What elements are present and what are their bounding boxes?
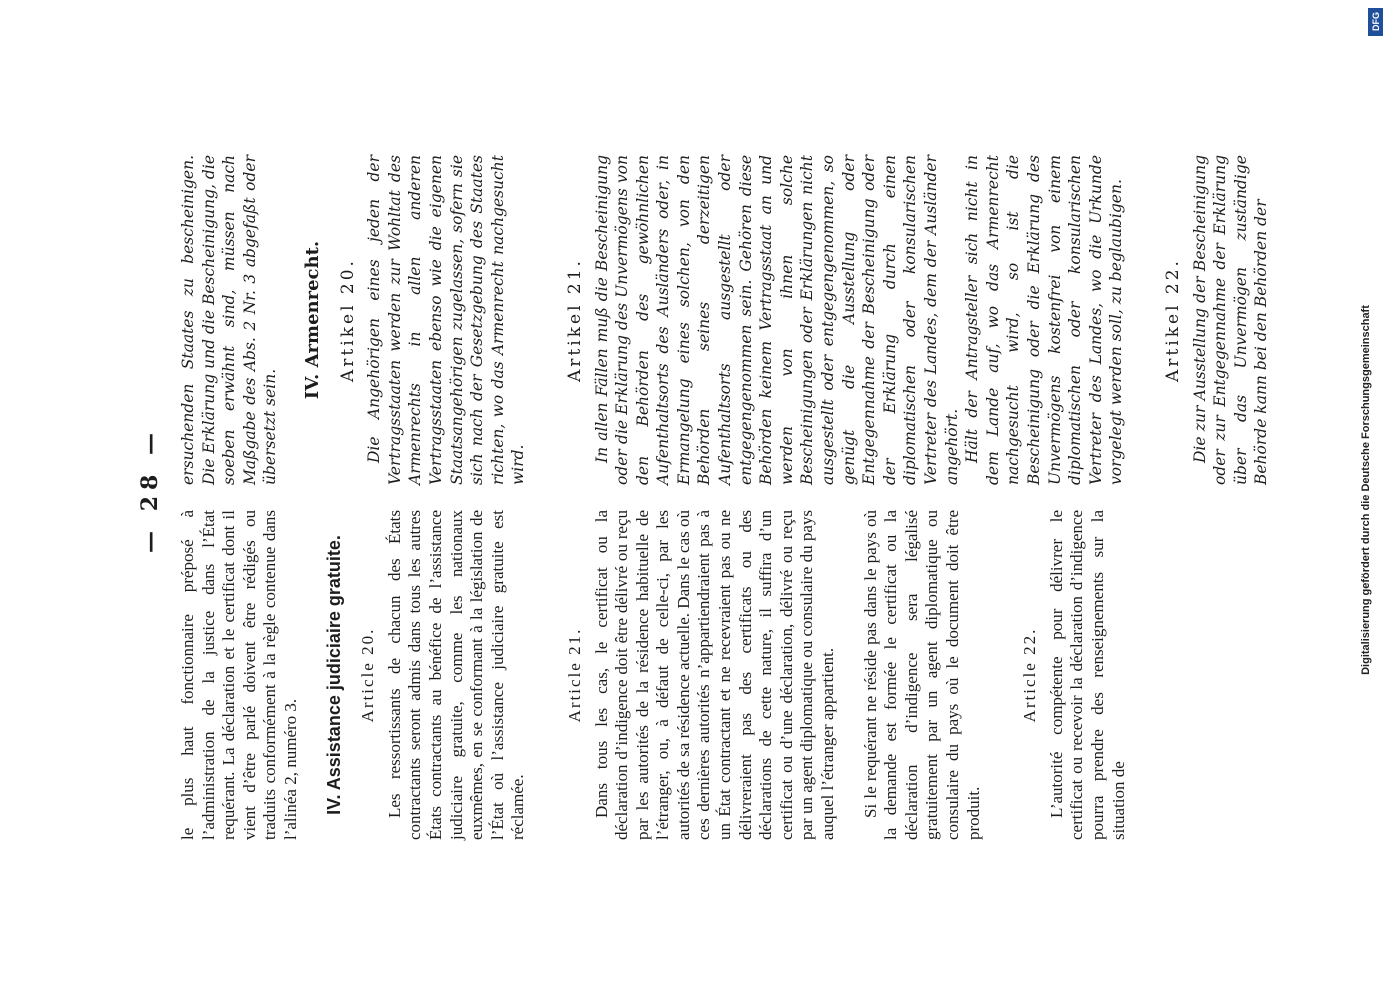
german-article-20-text: Die Angehörigen eines jeden der Vertragsstaaten werden zur Wohltat des Armenrechts in allen anderen Vertragsstaaten ebenso wie die eigenen Staatsangehörigen zugelassen, sofern sie sich nach der Gesetzgebung des Staates richten, wo das Armenrecht nachgesucht wird. bbox=[365, 155, 528, 485]
french-intro: le plus haut fonctionnaire préposé à l’administration de la justice dans l’État requérant. La déclaration et le certificat dont il vient d’être parlé doivent être rédigés ou traduits conformément à la règle contenue dans l’alinéa 2, numéro 3. bbox=[178, 510, 300, 840]
french-section-title: IV. Assistance judiciaire gratuite. bbox=[323, 535, 344, 815]
french-article-21-title: Article 21. bbox=[564, 627, 584, 723]
german-article-22-title: Artikel 22. bbox=[1162, 258, 1183, 382]
french-article-20-text: Les ressortissants de chacun des États contractants seront admis dans tous les autres États contractants au bénéfice de l’assistance judiciaire gratuite, comme les nationaux euxmêmes, en se conformant à la législation de l’État où l’assistance judiciaire gratuite est réclamée. bbox=[384, 510, 528, 840]
digitization-credit: Digitalisierung gefördert durch die Deutsche Forschungsgemeinschaft bbox=[1360, 305, 1372, 675]
french-article-22-text: L’autorité compétente pour délivrer le certificat ou recevoir la déclaration d’indigence pourra prendre des renseignements sur la situation de bbox=[1046, 510, 1128, 840]
french-article-21-paragraph-2: Si le requérant ne réside pas dans le pays où la demande est formée le certificat ou la déclaration d’indigence sera légalisé gratuitement par un agent diplomatique ou consulaire du pays où le document doit être produit. bbox=[860, 510, 983, 840]
french-article-21-paragraph-1: Dans tous les cas, le certificat ou la déclaration d’indigence doit être délivré ou reçu par les autorités de la résidence habituelle de l’étranger, ou, à défaut de celle-ci, par les autorités de sa résidence actuelle. Dans le cas où ces dernières autorités n’appartiendraient pas à un État contractant et ne recevraient pas ou ne délivreraient pas des certificats ou des déclarations de cette nature, il suffira d’un certificat ou d’une déclaration, délivré ou reçu par un agent diplomatique ou consulaire du pays auquel l’étranger appartient. bbox=[591, 510, 838, 840]
german-article-21-paragraph-2: Hält der Antragsteller sich nicht in dem Lande auf, wo das Armenrecht nachgesucht wird, so ist die Bescheinigung oder die Erklärung des Unvermögens kostenfrei von einem diplomatischen oder konsularischen Vertreter des Landes, wo die Urkunde vorgelegt werden soll, zu beglaubigen. bbox=[963, 155, 1126, 485]
german-section-title: IV. Armenrecht. bbox=[301, 240, 323, 400]
french-article-20-title: Article 20. bbox=[358, 627, 378, 723]
french-column bbox=[178, 510, 1129, 840]
dfg-logo: DFG bbox=[1368, 8, 1383, 36]
german-column bbox=[178, 155, 1272, 485]
french-article-22-title: Article 22. bbox=[1020, 627, 1040, 723]
german-article-20-title: Artikel 20. bbox=[337, 258, 358, 382]
german-intro: ersuchenden Staates zu bescheinigen. Die Erklärung und die Bescheinigung, die soeben erwähnt sind, müssen nach Maßgabe des Abs. 2 Nr. 3 abgefaßt oder übersetzt sein. bbox=[179, 155, 280, 485]
rotated-page-content bbox=[130, 140, 1271, 840]
page-number: — 28 — bbox=[137, 427, 163, 553]
german-article-22-text: Die zur Ausstellung der Bescheinigung oder zur Entgegennahme der Erklärung über das Unvermögen zuständige Behörde kann bei den Behörden der bbox=[1190, 155, 1271, 485]
german-article-21-title: Artikel 21. bbox=[564, 258, 585, 382]
german-article-21-paragraph-1: In allen Fällen muß die Bescheinigung oder die Erklärung des Unvermögens von den Behörden des gewöhnlichen Aufenthaltsorts des Ausländers oder, in Ermangelung eines solchen, von den Behörden seines derzeitigen Aufenthaltsorts ausgestellt oder entgegengenommen sein. Gehören diese Behörden keinem Vertragsstaat an und werden von ihnen solche Bescheinigungen oder Erklärungen nicht ausgestellt oder entgegengenommen, so genügt die Ausstellung oder Entgegennahme der Bescheinigung oder der Erklärung durch einen diplomatischen oder konsularischen Vertreter des Landes, dem der Ausländer angehört. bbox=[592, 155, 961, 485]
